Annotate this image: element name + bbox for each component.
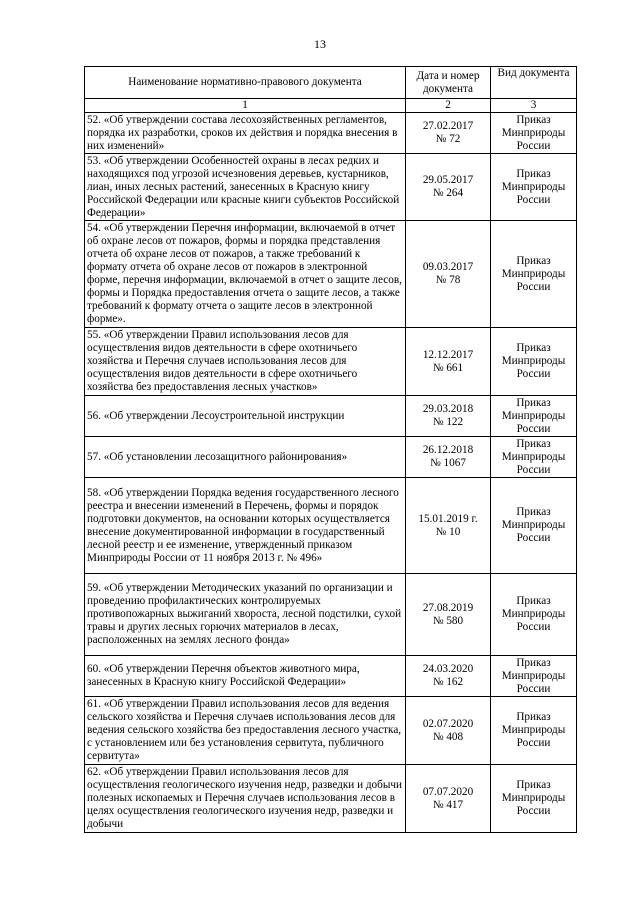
document-date: 12.12.2017 bbox=[422, 348, 474, 361]
document-date-number bbox=[406, 328, 491, 396]
document-date-number bbox=[406, 113, 491, 154]
document-date: 15.01.2019 г. bbox=[418, 512, 478, 525]
document-name: 60. «Об утверждении Перечня объектов животного мира, занесенных в Красную книгу Российской Федерации» bbox=[85, 656, 406, 697]
document-date-number bbox=[406, 478, 491, 574]
document-number: № 408 bbox=[432, 730, 464, 743]
document-name: 54. «Об утверждении Перечня информации, включаемой в отчет об охране лесов от пожаров, формы и порядка представления отчета об охране лесов от пожаров, а также требований к формату отчета об охране лесов от пожаров в электронной форме, перечня информации, включаемой в отчет о защите лесов, формы и Порядка предоставления отчета о защите лесов, а также требований к формату отчета о защите лесов в электронной форме». bbox=[85, 221, 406, 328]
document-date-number bbox=[406, 396, 491, 437]
table-row bbox=[85, 221, 577, 328]
document-kind: Приказ Минприроды России bbox=[491, 154, 577, 221]
document-kind: Приказ Минприроды России bbox=[491, 574, 577, 656]
column-numbers-row bbox=[85, 99, 577, 113]
document-name: 61. «Об утверждении Правил использования лесов для ведения сельского хозяйства и Перечня случаев использования лесов для ведения сельского хозяйства без предоставления лесного участка, с установлением или без установления сервитута, публичного сервитута» bbox=[85, 697, 406, 765]
document-number: № 72 bbox=[435, 133, 461, 145]
header-kind: Вид документа bbox=[491, 67, 577, 99]
document-date-number bbox=[406, 154, 491, 221]
column-number: 3 bbox=[491, 99, 577, 113]
document-date: 24.03.2020 bbox=[422, 663, 474, 675]
document-date: 26.12.2018 bbox=[422, 444, 474, 456]
document-number: № 10 bbox=[435, 525, 461, 538]
column-number: 2 bbox=[406, 99, 491, 113]
page-number: 13 bbox=[314, 37, 326, 51]
document-kind: Приказ Минприроды России bbox=[491, 656, 577, 697]
document-date-number bbox=[406, 574, 491, 656]
document-date-number bbox=[406, 221, 491, 328]
document-kind: Приказ Минприроды России bbox=[491, 221, 577, 328]
document-number: № 78 bbox=[435, 274, 461, 286]
table-header-row bbox=[85, 67, 577, 99]
table-row bbox=[85, 697, 577, 765]
document-name: 55. «Об утверждении Правил использования лесов для осуществления видов деятельности в сфере охотничьего хозяйства и Перечня случаев использования лесов для осуществления видов деятельности в сфере охотничьего хозяйства без предоставления лесных участков» bbox=[85, 328, 406, 396]
table-row bbox=[85, 328, 577, 396]
document-number: № 1067 bbox=[430, 457, 466, 469]
table-row bbox=[85, 656, 577, 697]
document-name: 57. «Об установлении лесозащитного районирования» bbox=[85, 437, 406, 478]
table-row bbox=[85, 574, 577, 656]
document-date-number bbox=[406, 656, 491, 697]
table-row bbox=[85, 437, 577, 478]
document-name: 52. «Об утверждении состава лесохозяйственных регламентов, порядка их разработки, сроков их действия и порядка внесения в них изменений» bbox=[85, 113, 406, 154]
document-date-number bbox=[406, 437, 491, 478]
document-date: 29.05.2017 bbox=[422, 174, 474, 186]
document-kind: Приказ Минприроды России bbox=[491, 328, 577, 396]
table-row bbox=[85, 154, 577, 221]
document-name: 58. «Об утверждении Порядка ведения государственного лесного реестра и внесении изменений в Перечень, формы и порядок подготовки документов, на основании которых осуществляется внесение документированной информации в государственный лесной реестр и ее изменение, утвержденный приказом Минприроды России от 11 ноября 2013 г. № 496» bbox=[85, 478, 406, 574]
document-name: 56. «Об утверждении Лесоустроительной инструкции bbox=[85, 396, 406, 437]
document-date: 09.03.2017 bbox=[422, 261, 474, 273]
document-kind: Приказ Минприроды России bbox=[491, 765, 577, 833]
document-number: № 162 bbox=[432, 676, 464, 688]
document-number: № 264 bbox=[432, 187, 464, 199]
document-date-number bbox=[406, 765, 491, 833]
document-date: 07.07.2020 bbox=[422, 785, 474, 798]
document-name: 59. «Об утверждении Методических указаний по организации и проведению профилактических контролируемых противопожарных выжиганий хвороста, лесной подстилки, сухой травы и других лесных горючих материалов в лесах, расположенных на землях лесного фонда» bbox=[85, 574, 406, 656]
table-row bbox=[85, 765, 577, 833]
document-number: № 417 bbox=[432, 798, 464, 811]
table-row bbox=[85, 113, 577, 154]
table-row bbox=[85, 396, 577, 437]
documents-table bbox=[84, 66, 577, 833]
document-date: 27.08.2019 bbox=[422, 601, 474, 614]
document-kind: Приказ Минприроды России bbox=[491, 697, 577, 765]
document-number: № 661 bbox=[432, 361, 464, 374]
document-number: № 122 bbox=[432, 416, 464, 428]
header-date: Дата и номер документа bbox=[406, 67, 491, 99]
document-kind: Приказ Минприроды России bbox=[491, 113, 577, 154]
document-name: 62. «Об утверждении Правил использования лесов для осуществления геологического изучения недр, разведки и добычи полезных ископаемых и Перечня случаев использования лесов в целях осуществления геологического изучения недр, разведки и добычи bbox=[85, 765, 406, 833]
document-date: 02.07.2020 bbox=[422, 717, 474, 730]
document-kind: Приказ Минприроды России bbox=[491, 437, 577, 478]
document-date-number bbox=[406, 697, 491, 765]
document-kind: Приказ Минприроды России bbox=[491, 478, 577, 574]
table-row bbox=[85, 478, 577, 574]
document-number: № 580 bbox=[432, 614, 464, 627]
document-name: 53. «Об утверждении Особенностей охраны в лесах редких и находящихся под угрозой исчезновения деревьев, кустарников, лиан, иных лесных растений, занесенных в Красную книгу Российской Федерации или красные книги субъектов Российской Федерации» bbox=[85, 154, 406, 221]
header-name: Наименование нормативно-правового документа bbox=[85, 67, 406, 99]
document-date: 29.03.2018 bbox=[422, 403, 474, 415]
document-date: 27.02.2017 bbox=[422, 120, 474, 132]
column-number: 1 bbox=[85, 99, 406, 113]
document-kind: Приказ Минприроды России bbox=[491, 396, 577, 437]
